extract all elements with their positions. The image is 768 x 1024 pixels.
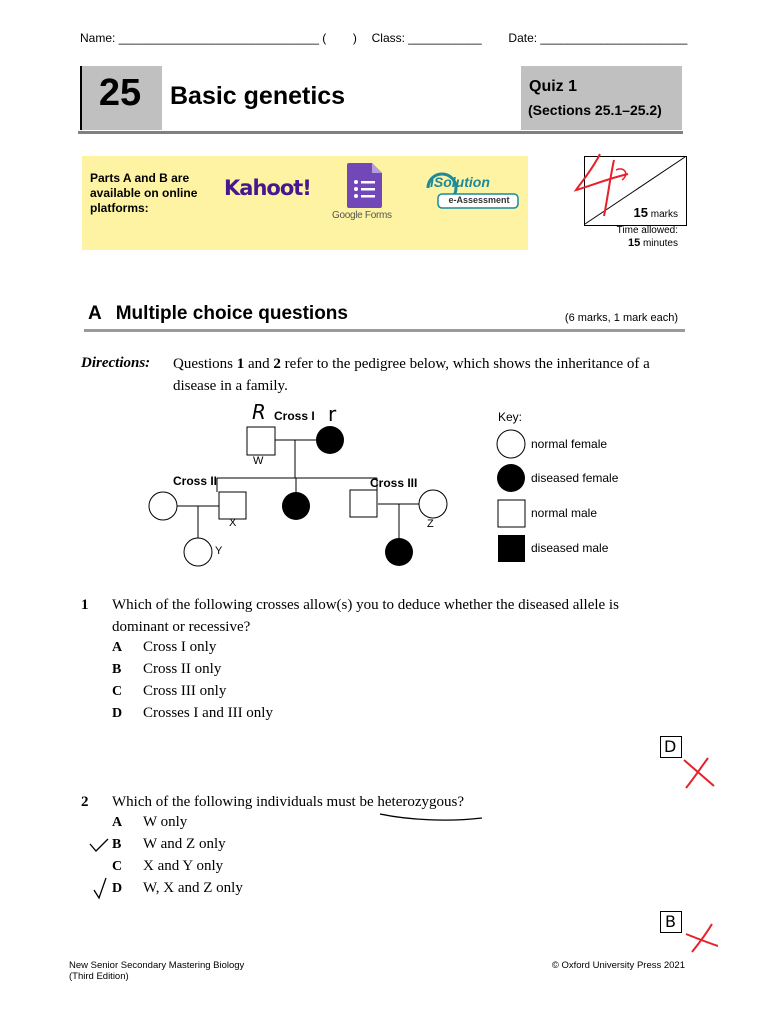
label-y: Y <box>215 545 223 557</box>
date-blank[interactable]: ______________________ <box>540 31 688 45</box>
directions-text: Questions 1 and 2 refer to the pedigree below, which shows the inheritance of a disease in a family. <box>173 356 650 394</box>
option-c[interactable]: C X and Y only <box>112 858 224 874</box>
key-diseased-male: diseased male <box>531 541 609 555</box>
date-label: Date: <box>508 31 541 45</box>
key-normal-female: normal female <box>531 437 608 451</box>
tick-mark-d <box>92 876 114 900</box>
name-blank[interactable]: ______________________________ <box>118 31 319 45</box>
written-answer-2: B <box>665 912 676 931</box>
quiz-box <box>521 66 682 130</box>
google-forms-logo[interactable] <box>330 162 402 224</box>
time-allowed-value: 15 minutes <box>627 237 678 249</box>
option-d[interactable]: D Crosses I and III only <box>112 705 273 721</box>
class-blank[interactable]: ___________ <box>408 31 482 45</box>
chapter-number: 25 <box>98 72 142 114</box>
option-list <box>112 813 243 901</box>
quiz-title: Quiz 1 <box>529 78 578 95</box>
google-forms-icon <box>330 162 402 210</box>
individual-cross3-male <box>350 490 377 517</box>
cross-1-label: Cross I <box>274 409 315 423</box>
section-a-marks: (6 marks, 1 mark each) <box>564 312 678 324</box>
option-c[interactable]: C Cross III only <box>112 683 227 699</box>
individual-y <box>184 538 212 566</box>
normal-female-symbol <box>497 430 525 458</box>
label-w: W <box>253 455 264 467</box>
red-cross-mark-2 <box>682 920 722 954</box>
isolution-logo[interactable] <box>422 166 522 212</box>
diseased-male-symbol <box>498 535 525 562</box>
quiz-sections: (Sections 25.1–25.2) <box>528 102 662 118</box>
title-underline <box>78 131 683 134</box>
option-list <box>112 638 273 726</box>
class-label: Class: <box>371 31 409 45</box>
question-number: 2 <box>81 794 89 810</box>
individual-cross1-female <box>316 426 344 454</box>
question-text: Which of the following crosses allow(s) you to deduce whether the diseased allele is dominant or recessive? <box>112 597 619 635</box>
written-answer-1: D <box>664 737 677 756</box>
e-assessment-label: e-Assessment <box>448 195 510 205</box>
handwritten-r: r <box>328 402 337 426</box>
kahoot-logo-text: Kahoot! <box>224 176 311 200</box>
cross-2-label: Cross II <box>173 474 218 488</box>
option-a[interactable]: A W only <box>112 814 188 830</box>
individual-diseased-daughter <box>282 492 310 520</box>
key-normal-male: normal male <box>531 506 598 520</box>
google-forms-label: Google Forms <box>332 210 392 221</box>
class-number-paren: ( ) <box>322 31 357 45</box>
total-marks: 15 marks <box>633 205 678 220</box>
name-label: Name: <box>80 31 119 45</box>
question-number: 1 <box>81 597 89 613</box>
platforms-intro: Parts A and B are available on online platforms: <box>90 171 198 215</box>
individual-x <box>219 492 246 519</box>
key-title: Key: <box>498 410 523 424</box>
option-b[interactable]: B W and Z only <box>112 836 226 852</box>
handwritten-underline <box>378 808 488 826</box>
isolution-label: iSolution <box>430 174 490 190</box>
individual-cross3-daughter <box>385 538 413 566</box>
key-diseased-female: diseased female <box>531 471 619 485</box>
section-a-heading: A Multiple choice questions <box>88 303 348 324</box>
individual-w <box>247 427 275 455</box>
question-text: Which of the following individuals must be heterozygous? <box>112 794 465 810</box>
chapter-title: Basic genetics <box>170 82 346 110</box>
individual-z <box>419 490 447 518</box>
student-info-line <box>80 31 687 45</box>
option-d[interactable]: D W, X and Z only <box>112 880 243 896</box>
tick-mark-b <box>88 836 110 856</box>
section-a-rule <box>84 329 685 332</box>
red-cross-mark-1 <box>680 756 720 792</box>
footer-book-title: New Senior Secondary Mastering Biology (Third Edition) <box>69 960 245 982</box>
cross-3-label: Cross III <box>370 476 418 490</box>
individual-cross2-female <box>149 492 177 520</box>
option-a[interactable]: A Cross I only <box>112 639 217 655</box>
handwritten-R: R <box>252 400 266 424</box>
directions-label: Directions: <box>81 355 151 371</box>
key-symbols <box>494 428 528 564</box>
normal-male-symbol <box>498 500 525 527</box>
label-z: Z <box>427 518 434 530</box>
time-allowed-label: Time allowed: <box>616 225 678 236</box>
kahoot-logo[interactable] <box>224 176 311 200</box>
answer-box-1[interactable] <box>660 736 682 758</box>
label-x: X <box>229 517 237 529</box>
footer-copyright: © Oxford University Press 2021 <box>551 960 685 971</box>
option-b[interactable]: B Cross II only <box>112 661 222 677</box>
answer-box-2[interactable] <box>660 911 682 933</box>
diseased-female-symbol <box>497 464 525 492</box>
